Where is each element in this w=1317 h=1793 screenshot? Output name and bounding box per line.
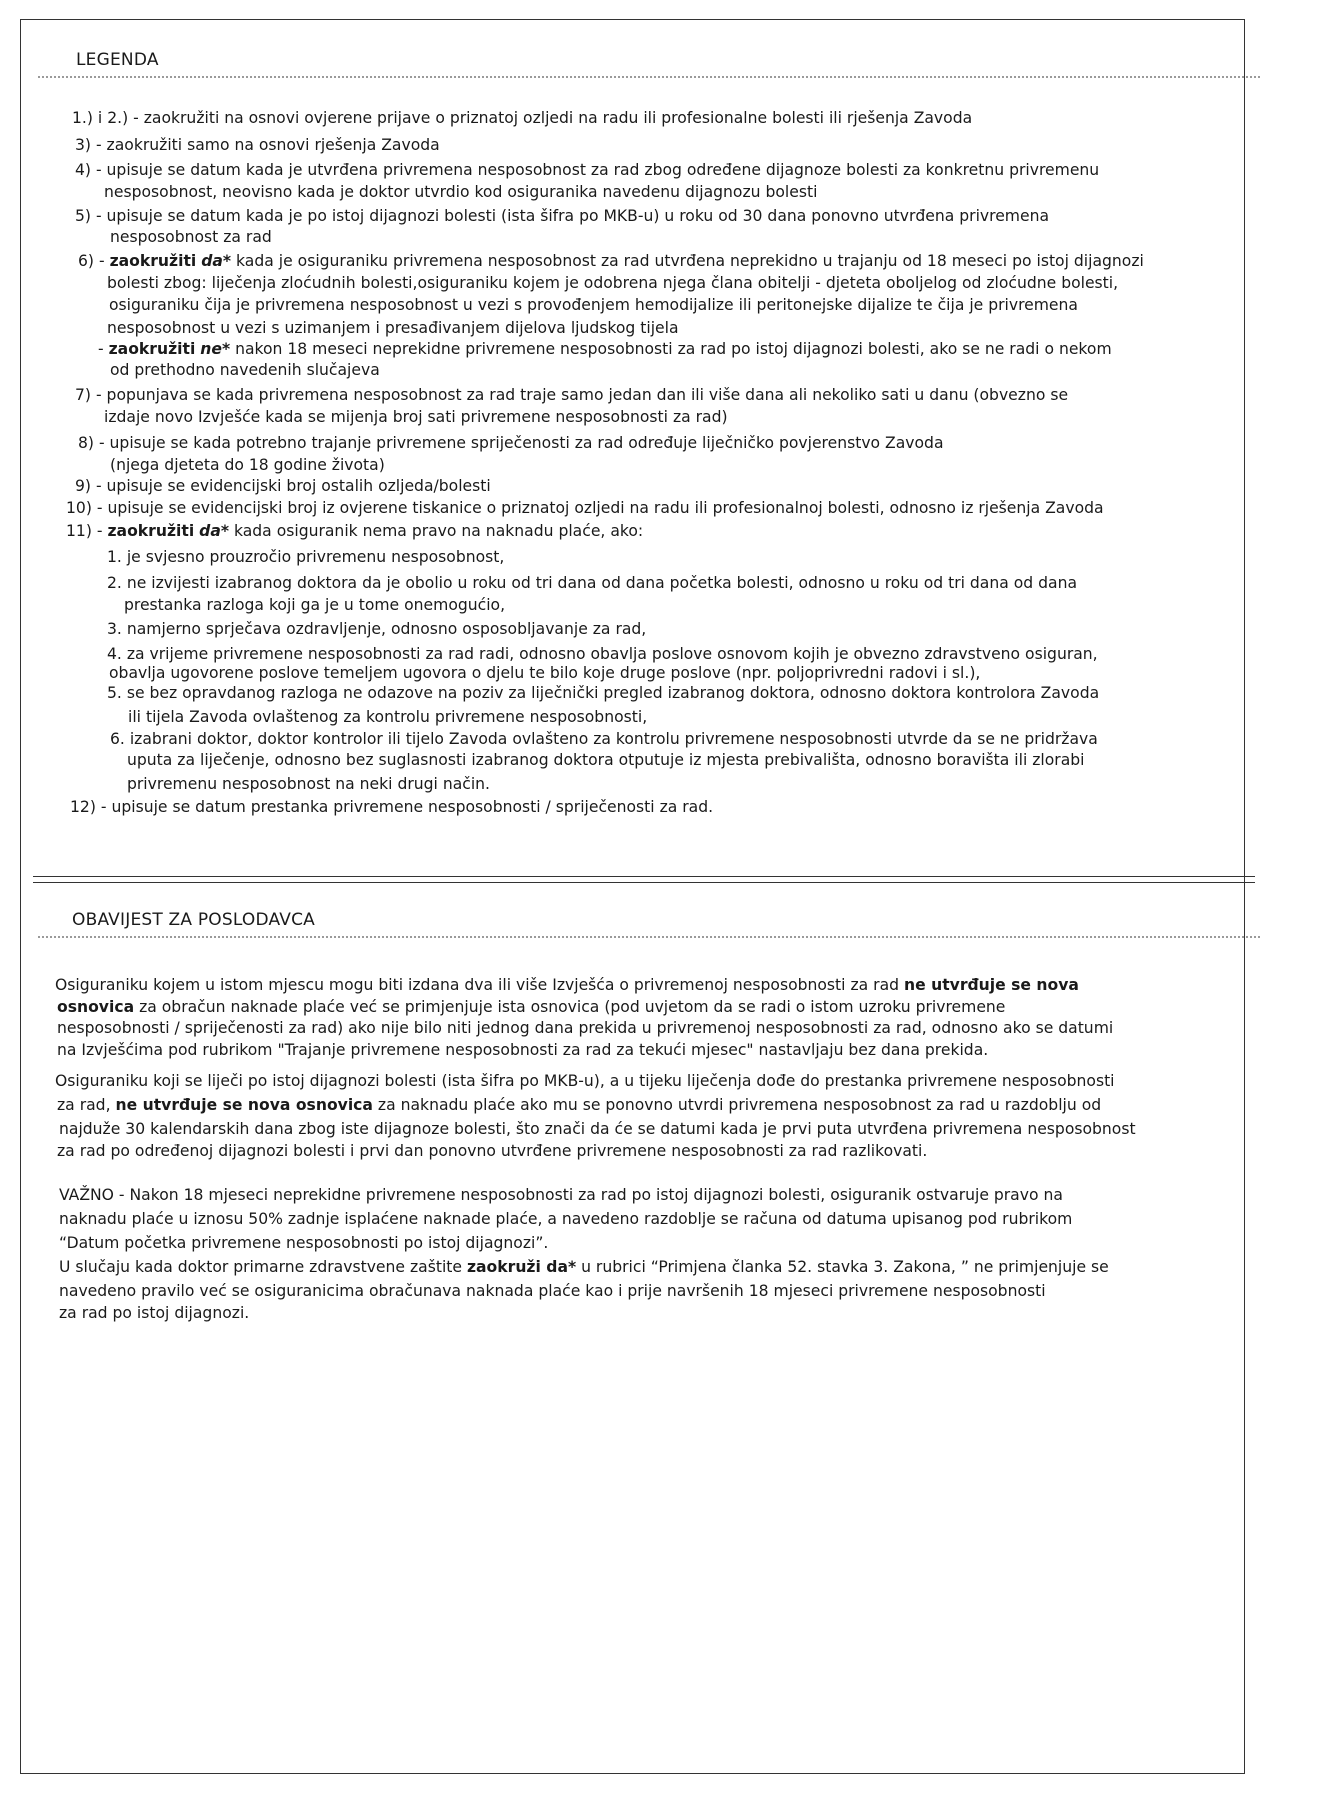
legend-item-8-cont: (njega djeteta do 18 godine života) (110, 456, 385, 474)
legend-item-6-cont-2: osiguraniku čija je privremena nesposobnost u vezi s provođenjem hemodijalize ili peritonejske dijalize te čija je privremena (109, 296, 1078, 314)
legend-item-11-6: 6. izabrani doktor, doktor kontrolor ili tijelo Zavoda ovlašteno za kontrolu privremene nesposobnosti utvrde da se ne pridržava (110, 730, 1098, 748)
notice-p3-line-6: za rad po istoj dijagnozi. (59, 1304, 250, 1322)
legend-item-4: 4) - upisuje se datum kada je utvrđena privremena nesposobnost za rad zbog određene dijagnoze bolesti za konkretnu privremenu (75, 161, 1100, 179)
legend-item-11-4: 4. za vrijeme privremene nesposobnosti za rad radi, odnosno obavlja poslove osnovom kojih je obvezno zdravstveno osiguran, (107, 645, 1098, 663)
legend-item-9: 9) - upisuje se evidencijski broj ostalih ozljeda/bolesti (75, 477, 491, 495)
notice-p3-text-b: u rubrici “Primjena članka 52. stavka 3. Zakona, ” ne primjenjuje se (581, 1258, 1109, 1276)
notice-p3-line-5: navedeno pravilo već se osiguranicima obračunava naknada plaće kao i prije navršenih 18 mjeseci privremene nesposobnosti (59, 1282, 1046, 1300)
legend-item-8: 8) - upisuje se kada potrebno trajanje privremene spriječenosti za rad određuje liječničko povjerenstvo Zavoda (78, 434, 944, 452)
legend-item-6-sub-cont: od prethodno navedenih slučajeva (110, 361, 380, 379)
notice-p3-line-1: VAŽNO - Nakon 18 mjeseci neprekidne privremene nesposobnosti za rad po istoj dijagnozi bolesti, osiguranik ostvaruje pravo na (59, 1186, 1063, 1204)
notice-p1-bold-a: ne utvrđuje se nova (904, 976, 1079, 994)
notice-p1-line-1 (55, 976, 1079, 994)
notice-p3-line-2: naknadu plaće u iznosu 50% zadnje isplaćene naknade plaće, a navedeno razdoblje se računa od datuma upisanog pod rubrikom (59, 1210, 1073, 1228)
page-frame-bottom (20, 1773, 1245, 1774)
legend-item-11 (66, 522, 643, 540)
notice-p2-line-2 (57, 1096, 1101, 1114)
notice-title: OBAVIJEST ZA POSLODAVCA (72, 910, 315, 930)
legend-item-1-2: 1.) i 2.) - zaokružiti na osnovi ovjerene prijave o priznatoj ozljedi na radu ili profesionalne bolesti ili rješenja Zavoda (72, 109, 973, 127)
page-frame-left (20, 19, 21, 1773)
page-frame-right (1244, 19, 1245, 1773)
legend-item-6-cont-1: bolesti zbog: liječenja zloćudnih bolesti,osiguraniku kojem je odobrena njega člana obitelji - djeteta oboljelog od zloćudne bolesti, (107, 274, 1119, 292)
notice-p1-text-b: za obračun naknade plaće već se primjenjuje ista osnovica (pod uvjetom da se radi o istom uzroku privremene (139, 998, 1006, 1016)
legend-item-6-sub-dash: - (98, 340, 104, 358)
legend-item-6-sub-keyword: zaokružiti (108, 340, 196, 358)
legend-item-11-5-cont: ili tijela Zavoda ovlaštenog za kontrolu privremene nesposobnosti, (128, 708, 648, 726)
legend-item-11-6-cont-1: uputa za liječenje, odnosno bez suglasnosti izabranog doktora otputuje iz mjesta prebivališta, odnosno boravišta ili zlorabi (127, 751, 1085, 769)
legend-item-6-answer: da* (201, 252, 232, 270)
legend-item-11-2: 2. ne izvijesti izabranog doktora da je obolio u roku od tri dana od dana početka bolesti, odnosno u roku od tri dana od dana (107, 574, 1078, 592)
legend-item-11-6-cont-2: privremenu nesposobnost na neki drugi način. (127, 775, 491, 793)
notice-p1-text-a: Osiguraniku kojem u istom mjescu mogu biti izdana dva ili više Izvješća o privremenoj nesposobnosti za rad (55, 976, 900, 994)
legend-title: LEGENDA (76, 50, 159, 70)
notice-p1-bold-b: osnovica (57, 998, 135, 1016)
legend-item-11-1: 1. je svjesno prouzročio privremenu nesposobnost, (107, 548, 505, 566)
notice-p2-line-1: Osiguraniku koji se liječi po istoj dijagnozi bolesti (ista šifra po MKB-u), a u tijeku liječenja dođe do prestanka privremene nesposobnosti (55, 1072, 1115, 1090)
legend-item-11-keyword: zaokružiti (107, 522, 195, 540)
legend-item-6-text: kada je osiguraniku privremena nesposobnost za rad utvrđena neprekidno u trajanju od 18 meseci po istoj dijagnozi (236, 252, 1144, 270)
notice-p3-text-a: U slučaju kada doktor primarne zdravstvene zaštite (59, 1258, 462, 1276)
legend-item-6 (78, 252, 1144, 270)
legend-item-6-sub-answer: ne* (200, 340, 231, 358)
notice-p3-bold: zaokruži da* (466, 1258, 577, 1276)
notice-p3-line-4 (59, 1258, 1109, 1276)
legend-item-12: 12) - upisuje se datum prestanka privremene nesposobnosti / spriječenosti za rad. (70, 798, 714, 816)
legend-item-6-number: 6) - (78, 252, 105, 270)
notice-p2-bold: ne utvrđuje se nova osnovica (115, 1096, 373, 1114)
notice-p2-text-a: za rad, (57, 1096, 111, 1114)
legend-item-6-sub (98, 340, 1112, 358)
notice-p2-text-b: za naknadu plaće ako mu se ponovno utvrdi privremena nesposobnost za rad u razdoblju od (377, 1096, 1102, 1114)
legend-item-6-keyword: zaokružiti (109, 252, 197, 270)
legend-item-11-3: 3. namjerno sprječava ozdravljenje, odnosno osposobljavanje za rad, (107, 620, 647, 638)
legend-item-6-cont-3: nesposobnost u vezi s uzimanjem i presađivanjem dijelova ljudskog tijela (107, 319, 679, 337)
legend-item-10: 10) - upisuje se evidencijski broj iz ovjerene tiskanice o priznatoj ozljedi na radu ili profesionalnoj bolesti, odnosno iz rješenja Zavoda (66, 499, 1104, 517)
legend-item-6-sub-text: nakon 18 meseci neprekidne privremene nesposobnosti za rad po istoj dijagnozi bolesti, ako se ne radi o nekom (235, 340, 1112, 358)
notice-title-divider (38, 936, 1260, 938)
notice-p2-line-3: najduže 30 kalendarskih dana zbog iste dijagnoze bolesti, što znači da će se datumi kada je prvi puta utvrđena privremena nesposobnost (59, 1120, 1136, 1138)
legend-item-11-number: 11) - (66, 522, 103, 540)
legend-item-4-cont: nesposobnost, neovisno kada je doktor utvrdio kod osiguranika navedenu dijagnozu bolesti (104, 183, 818, 201)
legend-item-11-answer: da* (199, 522, 229, 540)
notice-p1-line-4: na Izvješćima pod rubrikom "Trajanje privremene nesposobnosti za rad za tekući mjesec" nastavljaju bez dana prekida. (57, 1041, 989, 1059)
legend-item-11-2-cont: prestanka razloga koji ga je u tome onemogućio, (124, 596, 506, 614)
page-frame-top (20, 19, 1245, 20)
notice-p2-line-4: za rad po određenoj dijagnozi bolesti i prvi dan ponovno utvrđene privremene nesposobnosti za rad razlikovati. (57, 1142, 928, 1160)
legend-item-3: 3) - zaokružiti samo na osnovi rješenja Zavoda (75, 136, 440, 154)
section-divider-bottom (33, 882, 1255, 883)
legend-item-11-4-cont: obavlja ugovorene poslove temeljem ugovora o djelu te bilo koje druge poslove (npr. poljoprivredni radovi i sl.), (109, 664, 981, 682)
notice-p3-line-3: “Datum početka privremene nesposobnosti po istoj dijagnozi”. (59, 1234, 549, 1252)
legend-item-7: 7) - popunjava se kada privremena nesposobnost za rad traje samo jedan dan ili više dana ali nekoliko sati u danu (obvezno se (75, 386, 1069, 404)
legend-item-11-5: 5. se bez opravdanog razloga ne odazove na poziv za liječnički pregled izabranog doktora, odnosno doktora kontrolora Zavoda (107, 684, 1100, 702)
legend-title-divider (38, 76, 1260, 78)
section-divider-top (33, 876, 1255, 877)
notice-p1-line-2 (57, 998, 1005, 1016)
legend-item-5-cont: nesposobnost za rad (110, 228, 272, 246)
notice-p1-line-3: nesposobnosti / spriječenosti za rad) ako nije bilo niti jednog dana prekida u privremenoj nesposobnosti za rad, odnosno ako se datumi (57, 1019, 1114, 1037)
legend-item-7-cont: izdaje novo Izvješće kada se mijenja broj sati privremene nesposobnosti za rad) (104, 408, 728, 426)
legend-item-5: 5) - upisuje se datum kada je po istoj dijagnozi bolesti (ista šifra po MKB-u) u roku od 30 dana ponovno utvrđena privremena (75, 207, 1050, 225)
legend-item-11-text: kada osiguranik nema pravo na naknadu plaće, ako: (233, 522, 644, 540)
